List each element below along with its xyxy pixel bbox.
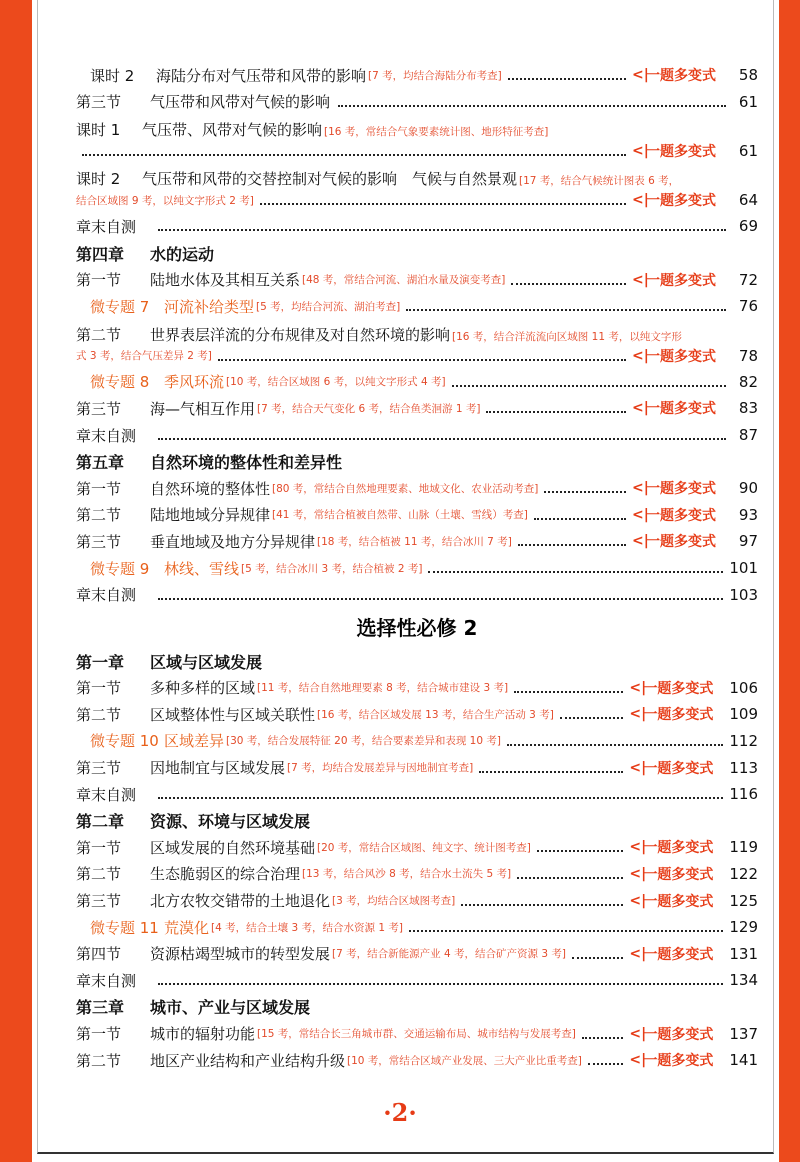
toc-entry[interactable] <box>76 62 758 89</box>
entry-title: 区域发展的自然环境基础 <box>150 838 316 857</box>
entry-label: 第三节 <box>76 759 122 778</box>
page-number: 129 <box>729 918 758 937</box>
leader-dots <box>508 78 626 80</box>
entry-label: 章末自测 <box>76 426 137 445</box>
leader-dots <box>486 411 626 413</box>
entry-label: 第一节 <box>76 679 122 698</box>
leader-dots <box>479 771 623 773</box>
variant-tag[interactable]: <| 一题多变式 <box>632 480 716 498</box>
page-number: 112 <box>729 731 758 750</box>
bracket-arrow-icon: <| <box>629 1052 647 1069</box>
page-number: 78 <box>738 346 758 365</box>
bracket-arrow-icon: <| <box>629 839 647 856</box>
entry-title: 河流补给类型 <box>164 297 255 316</box>
toc-entry[interactable] <box>76 887 758 914</box>
page-number: 131 <box>729 944 758 963</box>
leader-dots <box>158 229 726 231</box>
variant-tag[interactable]: <| 一题多变式 <box>629 706 714 724</box>
leader-dots <box>406 309 726 311</box>
variant-tag[interactable]: <| 一题多变式 <box>629 945 714 963</box>
entry-title: 城市的辐射功能 <box>150 1025 256 1044</box>
entry-title: 气压带、风带对气候的影响 <box>142 121 323 140</box>
leader-dots <box>158 983 723 985</box>
entry-label: 第一节 <box>76 1025 122 1044</box>
page-number: 116 <box>729 785 758 804</box>
page-number: 134 <box>729 971 758 990</box>
exam-note-cont: 结合区域图 9 考，以纯文字形式 2 考] <box>76 194 254 207</box>
entry-label: 第三节 <box>76 93 122 112</box>
leader-dots <box>544 491 626 493</box>
page-number: 103 <box>729 585 758 604</box>
page-number: 137 <box>729 1024 758 1043</box>
bracket-arrow-icon: <| <box>632 143 649 160</box>
exam-note: [5 考，结合冰川 3 考，结合植被 2 考] <box>241 562 423 575</box>
toc-entry[interactable] <box>76 754 758 781</box>
exam-note: [5 考，均结合河流、湖泊考查] <box>256 300 401 313</box>
entry-title: 地区产业结构和产业结构升级 <box>150 1051 346 1070</box>
exam-note: [10 考，结合区域图 6 考，以纯文字形式 4 考] <box>226 376 446 389</box>
chapter-label: 第三章 <box>76 998 125 1018</box>
toc-entry[interactable] <box>76 164 758 213</box>
page-number: 72 <box>738 270 758 289</box>
toc-entry[interactable] <box>76 555 758 582</box>
bracket-arrow-icon: <| <box>629 1025 647 1042</box>
toc-entry[interactable] <box>76 422 758 449</box>
chapter-label: 第五章 <box>76 453 125 473</box>
entry-title: 气压带和风带的交替控制对气候的影响 气候与自然景观 <box>142 170 518 189</box>
variant-tag[interactable]: <| 一题多变式 <box>629 759 714 777</box>
entry-label: 课时 2 <box>76 170 121 189</box>
toc-entry[interactable] <box>76 967 758 994</box>
toc-entry[interactable] <box>76 395 758 422</box>
leader-dots <box>461 904 623 906</box>
entry-label: 第三节 <box>76 532 122 551</box>
variant-tag[interactable]: <| 一题多变式 <box>632 192 716 210</box>
page-number: 90 <box>738 479 758 498</box>
entry-title: 垂直地域及地方分异规律 <box>150 532 316 551</box>
entry-label: 第二节 <box>76 325 122 344</box>
exam-note: [3 考，均结合区域图考查] <box>332 895 456 908</box>
leader-dots <box>452 385 726 387</box>
entry-title: 北方农牧交错带的土地退化 <box>150 892 331 911</box>
entry-label: 章末自测 <box>76 785 137 804</box>
chapter-title: 水的运动 <box>150 244 215 264</box>
leader-dots <box>572 957 623 959</box>
leader-dots <box>537 850 623 852</box>
exam-note: [18 考，结合植被 11 考，结合冰川 7 考] <box>317 535 512 548</box>
exam-note: [30 考，结合发展特征 20 考，结合要素差异和表现 10 考] <box>226 735 501 748</box>
leader-dots <box>588 1063 623 1065</box>
page-number: 83 <box>738 399 758 418</box>
page-number: 64 <box>738 191 758 210</box>
entry-label: 第一节 <box>76 271 122 290</box>
leader-dots <box>511 283 626 285</box>
exam-note: [11 考，结合自然地理要素 8 考，结合城市建设 3 考] <box>257 682 509 695</box>
exam-note: [16 考，结合洋流流向区域图 11 考，以纯文字形 <box>452 330 682 343</box>
toc-entry[interactable] <box>76 1047 758 1074</box>
entry-label: 第三节 <box>76 892 122 911</box>
chapter-title: 城市、产业与区域发展 <box>150 998 311 1018</box>
leader-dots <box>514 691 623 693</box>
entry-title: 资源枯竭型城市的转型发展 <box>150 945 331 964</box>
exam-note-cont: 式 3 考，结合气压差异 2 考] <box>76 350 212 363</box>
bracket-arrow-icon: <| <box>632 347 649 364</box>
exam-note: [16 考，常结合气象要素统计图、地形特征考查] <box>324 126 549 139</box>
leader-dots <box>409 930 723 932</box>
entry-label: 第二节 <box>76 506 122 525</box>
chapter-row <box>76 807 758 834</box>
page-number-footer: ·2· <box>383 1098 417 1127</box>
toc-entry[interactable] <box>76 940 758 967</box>
entry-title: 陆地地域分异规律 <box>150 506 271 525</box>
page-number: 61 <box>738 92 758 111</box>
entry-title: 多种多样的区域 <box>150 679 256 698</box>
leader-dots <box>218 359 626 361</box>
chapter-title: 自然环境的整体性和差异性 <box>150 453 343 473</box>
entry-label: 章末自测 <box>76 971 137 990</box>
entry-title: 海陆分布对气压带和风带的影响 <box>156 66 367 85</box>
entry-title: 生态脆弱区的综合治理 <box>150 865 301 884</box>
chapter-row <box>76 648 758 675</box>
variant-tag[interactable]: <| 一题多变式 <box>629 679 714 697</box>
entry-label: 第三节 <box>76 399 122 418</box>
chapter-row <box>76 448 758 475</box>
chapter-label: 第一章 <box>76 652 125 672</box>
chapter-row <box>76 240 758 267</box>
toc-entry[interactable] <box>76 1020 758 1047</box>
entry-title: 季风环流 <box>164 373 225 392</box>
exam-note: [41 考，常结合植被自然带、山脉（土壤、雪线）考查] <box>272 509 528 522</box>
exam-note: [17 考，结合气候统计图表 6 考， <box>519 175 680 188</box>
entry-label: 第一节 <box>76 838 122 857</box>
leader-dots <box>518 544 626 546</box>
entry-label: 第二节 <box>76 865 122 884</box>
bracket-arrow-icon: <| <box>632 271 649 288</box>
page-number: 125 <box>729 891 758 910</box>
bracket-arrow-icon: <| <box>632 533 649 550</box>
leader-dots <box>560 717 624 719</box>
entry-label: 章末自测 <box>76 217 137 236</box>
toc-entry[interactable] <box>76 701 758 728</box>
page-number: 76 <box>738 297 758 316</box>
entry-title: 自然环境的整体性 <box>150 479 271 498</box>
entry-title: 林线、雪线 <box>164 559 240 578</box>
entry-label: 微专题 7 <box>90 297 150 316</box>
leader-dots <box>338 105 726 107</box>
variant-tag[interactable]: <| 一题多变式 <box>629 865 714 883</box>
toc-entry[interactable] <box>76 475 758 502</box>
bracket-arrow-icon: <| <box>632 400 649 417</box>
entry-label: 课时 1 <box>76 121 121 140</box>
exam-note: [16 考，结合区域发展 13 考，结合生产活动 3 考] <box>317 708 554 721</box>
bracket-arrow-icon: <| <box>632 506 649 523</box>
page-number: 58 <box>738 66 758 85</box>
entry-label: 章末自测 <box>76 586 137 605</box>
exam-note: [20 考，常结合区域图、纯文字、统计图考查] <box>317 841 531 854</box>
page-number: 93 <box>738 505 758 524</box>
entry-title: 海—气相互作用 <box>150 399 256 418</box>
section-heading: 选择性必修 2 <box>356 615 478 640</box>
chapter-title: 区域与区域发展 <box>150 652 263 672</box>
entry-title: 区域差异 <box>164 732 225 751</box>
variant-tag[interactable]: <| 一题多变式 <box>632 506 716 524</box>
page-number: 122 <box>729 864 758 883</box>
bracket-arrow-icon: <| <box>632 192 649 209</box>
toc-entry[interactable] <box>76 213 758 240</box>
toc-entry[interactable] <box>76 861 758 888</box>
variant-tag[interactable]: <| 一题多变式 <box>629 839 714 857</box>
toc-entry[interactable] <box>76 834 758 861</box>
page-number: 106 <box>729 678 758 697</box>
page-number: 101 <box>729 559 758 578</box>
toc-entry[interactable] <box>76 728 758 755</box>
exam-note: [13 考，结合风沙 8 考，结合水土流失 5 考] <box>302 868 512 881</box>
entry-title: 区域整体性与区域关联性 <box>150 705 316 724</box>
leader-dots <box>428 571 723 573</box>
leader-dots <box>260 203 626 205</box>
leader-dots <box>82 154 626 156</box>
variant-tag[interactable]: <| 一题多变式 <box>629 1052 714 1070</box>
toc-entry[interactable] <box>76 675 758 702</box>
bracket-arrow-icon: <| <box>632 67 649 84</box>
exam-note: [7 考，结合天气变化 6 考，结合鱼类洄游 1 考] <box>257 402 481 415</box>
chapter-title: 资源、环境与区域发展 <box>150 812 311 832</box>
entry-label: 微专题 8 <box>90 373 150 392</box>
variant-tag[interactable]: <| 一题多变式 <box>632 533 716 551</box>
toc-entry[interactable] <box>76 293 758 320</box>
toc-entry[interactable] <box>76 369 758 396</box>
chapter-row <box>76 994 758 1021</box>
page-number: 97 <box>738 532 758 551</box>
page-number: 87 <box>738 426 758 445</box>
entry-title: 陆地水体及其相互关系 <box>150 271 301 290</box>
exam-note: [15 考，常结合长三角城市群、交通运输布局、城市结构与发展考查] <box>257 1028 576 1041</box>
entry-label: 第二节 <box>76 705 122 724</box>
bracket-arrow-icon: <| <box>629 945 647 962</box>
variant-tag[interactable]: <| 一题多变式 <box>629 892 714 910</box>
entry-title: 气压带和风带对气候的影响 <box>150 93 331 112</box>
exam-note: [7 考，均结合海陆分布考查] <box>368 69 502 82</box>
toc-entry[interactable] <box>76 115 758 164</box>
bracket-arrow-icon: <| <box>632 480 649 497</box>
toc-entry[interactable] <box>76 781 758 808</box>
exam-note: [48 考，常结合河流、湖泊水量及演变考查] <box>302 274 506 287</box>
bracket-arrow-icon: <| <box>629 679 647 696</box>
leader-dots <box>517 877 623 879</box>
table-of-contents <box>76 62 758 1073</box>
entry-label: 第一节 <box>76 479 122 498</box>
entry-title: 因地制宜与区域发展 <box>150 759 286 778</box>
exam-note: [7 考，结合新能源产业 4 考，结合矿产资源 3 考] <box>332 948 566 961</box>
entry-label: 微专题 11 <box>90 918 159 937</box>
bracket-arrow-icon: <| <box>629 706 647 723</box>
toc-entry[interactable] <box>76 528 758 555</box>
chapter-label: 第四章 <box>76 244 125 264</box>
page-number: 113 <box>729 758 758 777</box>
toc-entry[interactable] <box>76 914 758 941</box>
leader-dots <box>158 438 726 440</box>
page-number: 69 <box>738 217 758 236</box>
leader-dots <box>582 1037 623 1039</box>
exam-note: [10 考，常结合区域产业发展、三大产业比重考查] <box>347 1054 582 1067</box>
variant-tag[interactable]: <| 一题多变式 <box>632 400 716 418</box>
entry-title: 荒漠化 <box>164 918 210 937</box>
variant-tag[interactable]: <| 一题多变式 <box>632 67 716 85</box>
entry-label: 微专题 9 <box>90 559 150 578</box>
variant-tag[interactable]: <| 一题多变式 <box>632 271 716 289</box>
toc-entry[interactable] <box>76 266 758 293</box>
variant-tag[interactable]: <| 一题多变式 <box>629 1025 714 1043</box>
entry-label: 微专题 10 <box>90 732 159 751</box>
entry-label: 课时 2 <box>90 66 135 85</box>
variant-tag[interactable]: <| 一题多变式 <box>632 143 716 161</box>
chapter-label: 第二章 <box>76 812 125 832</box>
leader-dots <box>158 598 723 600</box>
toc-entry[interactable] <box>76 89 758 116</box>
variant-tag[interactable]: <| 一题多变式 <box>632 347 716 365</box>
bracket-arrow-icon: <| <box>629 892 647 909</box>
toc-entry[interactable] <box>76 581 758 608</box>
entry-title: 世界表层洋流的分布规律及对自然环境的影响 <box>150 325 451 344</box>
entry-label: 第四节 <box>76 945 122 964</box>
leader-dots <box>158 797 723 799</box>
page-number: 61 <box>738 142 758 161</box>
exam-note: [4 考，结合土壤 3 考，结合水资源 1 考] <box>211 921 403 934</box>
bracket-arrow-icon: <| <box>629 759 647 776</box>
toc-entry[interactable] <box>76 502 758 529</box>
page-number: 119 <box>729 838 758 857</box>
entry-label: 第二节 <box>76 1051 122 1070</box>
page-number: 141 <box>729 1051 758 1070</box>
toc-entry[interactable] <box>76 320 758 369</box>
bracket-arrow-icon: <| <box>629 865 647 882</box>
page-number: 82 <box>738 372 758 391</box>
page-number: 109 <box>729 705 758 724</box>
leader-dots <box>507 744 723 746</box>
exam-note: [80 考，常结合自然地理要素、地域文化、农业活动考查] <box>272 482 539 495</box>
leader-dots <box>534 518 626 520</box>
exam-note: [7 考，均结合发展差异与因地制宜考查] <box>287 762 474 775</box>
